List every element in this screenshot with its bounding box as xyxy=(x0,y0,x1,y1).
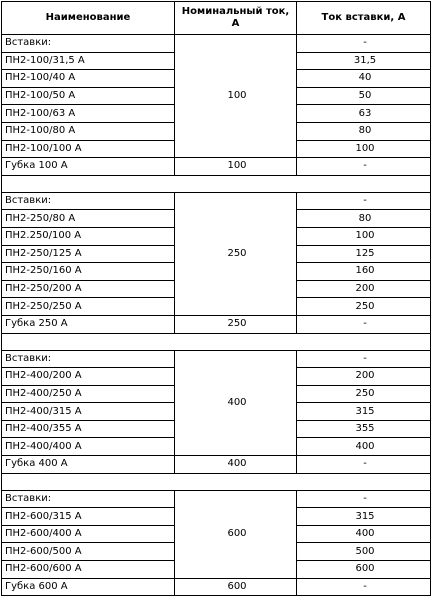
jaw-name: Губка 250 А xyxy=(2,315,175,333)
group-rated-current: 400 xyxy=(175,350,297,456)
group-rated-current: 250 xyxy=(175,192,297,315)
fuse-insert-current: 160 xyxy=(297,263,431,281)
fuse-insert-name: ПН2-250/200 А xyxy=(2,280,175,298)
group-label-row xyxy=(2,35,431,53)
fuse-insert-current: 600 xyxy=(297,561,431,579)
fuse-insert-name: ПН2-100/50 А xyxy=(2,87,175,105)
fuse-insert-current: 200 xyxy=(297,280,431,298)
group-label: Вставки: xyxy=(2,350,175,368)
jaw-row xyxy=(2,578,431,596)
fuse-insert-name: ПН2-400/355 А xyxy=(2,420,175,438)
fuse-insert-name: ПН2-100/63 А xyxy=(2,105,175,123)
fuse-insert-current: 50 xyxy=(297,87,431,105)
spacer-row xyxy=(2,333,431,350)
header-name: Наименование xyxy=(2,2,175,35)
jaw-rated-current: 250 xyxy=(175,315,297,333)
fuse-insert-current: 80 xyxy=(297,122,431,140)
jaw-row xyxy=(2,158,431,176)
jaw-fuse-current: - xyxy=(297,456,431,474)
jaw-fuse-current: - xyxy=(297,578,431,596)
jaw-rated-current: 600 xyxy=(175,578,297,596)
fuse-insert-current: 100 xyxy=(297,227,431,245)
fuse-insert-name: ПН2-250/80 А xyxy=(2,210,175,228)
fuse-insert-name: ПН2-250/250 А xyxy=(2,298,175,316)
spacer-cell xyxy=(2,175,431,192)
jaw-rated-current: 400 xyxy=(175,456,297,474)
table-header xyxy=(2,2,431,35)
fuse-insert-name: ПН2-250/160 А xyxy=(2,263,175,281)
fuse-insert-current: 315 xyxy=(297,403,431,421)
fuse-insert-name: ПН2-100/40 А xyxy=(2,70,175,88)
fuse-insert-name: ПН2-100/100 А xyxy=(2,140,175,158)
fuse-insert-name: ПН2.250/100 А xyxy=(2,227,175,245)
fuse-insert-name: ПН2-600/400 А xyxy=(2,525,175,543)
fuse-insert-current: 31,5 xyxy=(297,52,431,70)
header-fuse-current: Ток вставки, А xyxy=(297,2,431,35)
jaw-row xyxy=(2,456,431,474)
header-rated-current: Номинальный ток, А xyxy=(175,2,297,35)
fuse-insert-current: 315 xyxy=(297,508,431,526)
jaw-rated-current: 100 xyxy=(175,158,297,176)
fuse-insert-current: 200 xyxy=(297,368,431,386)
group-label: Вставки: xyxy=(2,490,175,508)
spacer-cell xyxy=(2,473,431,490)
jaw-row xyxy=(2,315,431,333)
jaw-name: Губка 100 А xyxy=(2,158,175,176)
group-label-fuse: - xyxy=(297,35,431,53)
fuse-insert-current: 63 xyxy=(297,105,431,123)
fuse-insert-current: 40 xyxy=(297,70,431,88)
spacer-row xyxy=(2,473,431,490)
fuse-insert-current: 125 xyxy=(297,245,431,263)
fuse-insert-name: ПН2-100/31,5 А xyxy=(2,52,175,70)
group-label-row xyxy=(2,350,431,368)
fuse-insert-current: 250 xyxy=(297,298,431,316)
jaw-fuse-current: - xyxy=(297,315,431,333)
spacer-row xyxy=(2,175,431,192)
group-rated-current: 600 xyxy=(175,490,297,578)
spacer-cell xyxy=(2,333,431,350)
fuse-insert-name: ПН2-400/315 А xyxy=(2,403,175,421)
jaw-fuse-current: - xyxy=(297,158,431,176)
fuse-insert-name: ПН2-400/200 А xyxy=(2,368,175,386)
group-label-row xyxy=(2,490,431,508)
fuse-insert-current: 400 xyxy=(297,438,431,456)
fuse-insert-current: 500 xyxy=(297,543,431,561)
fuse-insert-name: ПН2-600/315 А xyxy=(2,508,175,526)
fuse-insert-name: ПН2-600/600 А xyxy=(2,561,175,579)
fuse-insert-name: ПН2-100/80 А xyxy=(2,122,175,140)
jaw-name: Губка 400 А xyxy=(2,456,175,474)
group-label-fuse: - xyxy=(297,490,431,508)
table-body xyxy=(2,35,431,596)
group-label-row xyxy=(2,192,431,210)
header-row xyxy=(2,2,431,35)
fuse-insert-current: 355 xyxy=(297,420,431,438)
fuse-insert-current: 250 xyxy=(297,385,431,403)
fuse-insert-current: 80 xyxy=(297,210,431,228)
group-rated-current: 100 xyxy=(175,35,297,158)
group-label-fuse: - xyxy=(297,350,431,368)
fuse-insert-current: 400 xyxy=(297,525,431,543)
group-label-fuse: - xyxy=(297,192,431,210)
fuse-insert-name: ПН2-400/400 А xyxy=(2,438,175,456)
jaw-name: Губка 600 А xyxy=(2,578,175,596)
group-label: Вставки: xyxy=(2,192,175,210)
fuse-insert-name: ПН2-250/125 А xyxy=(2,245,175,263)
fuse-spec-table xyxy=(1,1,431,596)
fuse-insert-name: ПН2-600/500 А xyxy=(2,543,175,561)
group-label: Вставки: xyxy=(2,35,175,53)
fuse-insert-current: 100 xyxy=(297,140,431,158)
fuse-insert-name: ПН2-400/250 А xyxy=(2,385,175,403)
